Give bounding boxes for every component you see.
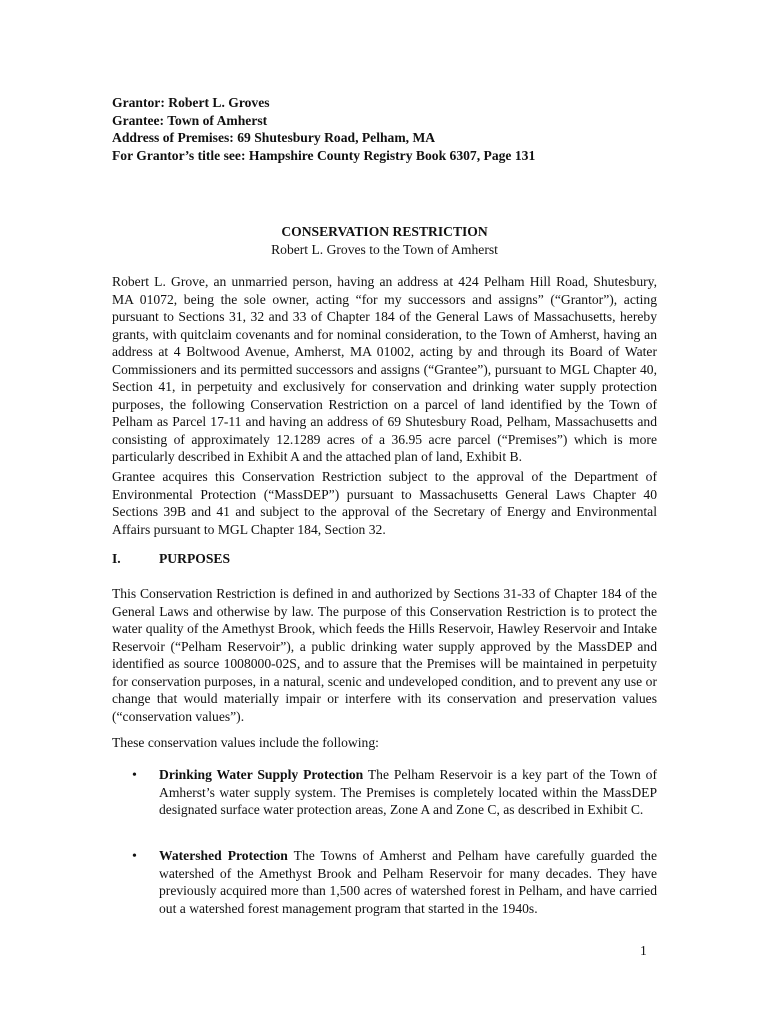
document-title: CONSERVATION RESTRICTION	[281, 224, 488, 239]
page-number: 1	[640, 943, 647, 958]
section-heading-purposes	[112, 550, 230, 568]
values-intro-paragraph: These conservation values include the following:	[112, 735, 379, 750]
intro-paragraph: Robert L. Grove, an unmarried person, having an address at 424 Pelham Hill Road, Shutesbury, MA 01072, being the sole owner, acting “for my successors and assigns” (“Grantor”), acting pursuant to Sections 31, 32 and 33 of Chapter 184 of the General Laws of Massachusetts, hereby grants, with quitclaim covenants and for nominal consideration, to the Town of Amherst, having an address at 4 Boltwood Avenue, Amherst, MA 01002, acting by and through its Board of Water Commissioners and its permitted successors and assigns (“Grantee”), pursuant to MGL Chapter 40, Section 41, in perpetuity and exclusively for conservation and drinking water supply protection purposes, the following Conservation Restriction on a parcel of land identified by the Town of Pelham as Parcel 17-11 and having an address of 69 Shutesbury Road, Pelham, Massachusetts and consisting of approximately 12.1289 acres of a 36.95 acre parcel (“Premises”) which is more particularly described in Exhibit A and the attached plan of land, Exhibit B.	[112, 274, 657, 464]
document-subtitle: Robert L. Groves to the Town of Amherst	[271, 241, 498, 257]
bullet-icon	[132, 766, 159, 785]
list-item-text	[159, 847, 657, 917]
grantee-line: Grantee: Town of Amherst	[112, 112, 268, 128]
purpose-paragraph: This Conservation Restriction is defined in and authorized by Sections 31-33 of Chapter 184 of the General Laws and otherwise by law. The purpose of this Conservation Restriction is to protect the water quality of the Amethyst Brook, which feeds the Hills Reservoir, Hawley Reservoir and Intake Reservoir (“Pelham Reservoir”), a public drinking water supply approved by the MassDEP and identified as source 1008000-02S, and to assure that the Premises will be maintained in perpetuity for conservation purposes, in a natural, scenic and undeveloped condition, and to prevent any use or change that would materially impair or interfere with its conservation and preservation values (“conservation values”).	[112, 586, 657, 724]
list-item-heading: Drinking Water Supply Protection	[159, 767, 364, 782]
list-item	[132, 766, 657, 819]
list-item-body: The Towns of Amherst and Pelham have carefully guarded the watershed of the Amethyst Brook and Pelham Reservoir for many decades. They have previously acquired more than 1,500 acres of watershed forest in Pelham, and have carried out a watershed forest management program that started in the 1940s.	[159, 848, 657, 916]
document-title-block	[112, 223, 657, 258]
premises-address-line: Address of Premises: 69 Shutesbury Road, Pelham, MA	[112, 130, 436, 145]
list-item-text	[159, 766, 657, 819]
approval-paragraph: Grantee acquires this Conservation Restriction subject to the approval of the Department of Environmental Protection (“MassDEP”) pursuant to Massachusetts General Laws Chapter 40 Sections 39B and 41 and subject to the approval of the Secretary of Energy and Environmental Affairs pursuant to MGL Chapter 184, Section 32.	[112, 469, 657, 537]
list-item-heading: Watershed Protection	[159, 848, 288, 863]
grantor-line: Grantor: Robert L. Groves	[112, 95, 270, 110]
title-reference-line: For Grantor’s title see: Hampshire County Registry Book 6307, Page 131	[112, 147, 536, 163]
bullet-icon	[132, 847, 159, 866]
list-item	[132, 847, 657, 917]
list-item-body: The Pelham Reservoir is a key part of the Town of Amherst’s water supply system. The Premises is completely located within the MassDEP designated surface water protection areas, Zone A and Zone C, as described in Exhibit C.	[159, 767, 658, 817]
recording-header	[112, 94, 672, 164]
section-title: PURPOSES	[159, 551, 231, 566]
section-number: I.	[112, 551, 121, 566]
